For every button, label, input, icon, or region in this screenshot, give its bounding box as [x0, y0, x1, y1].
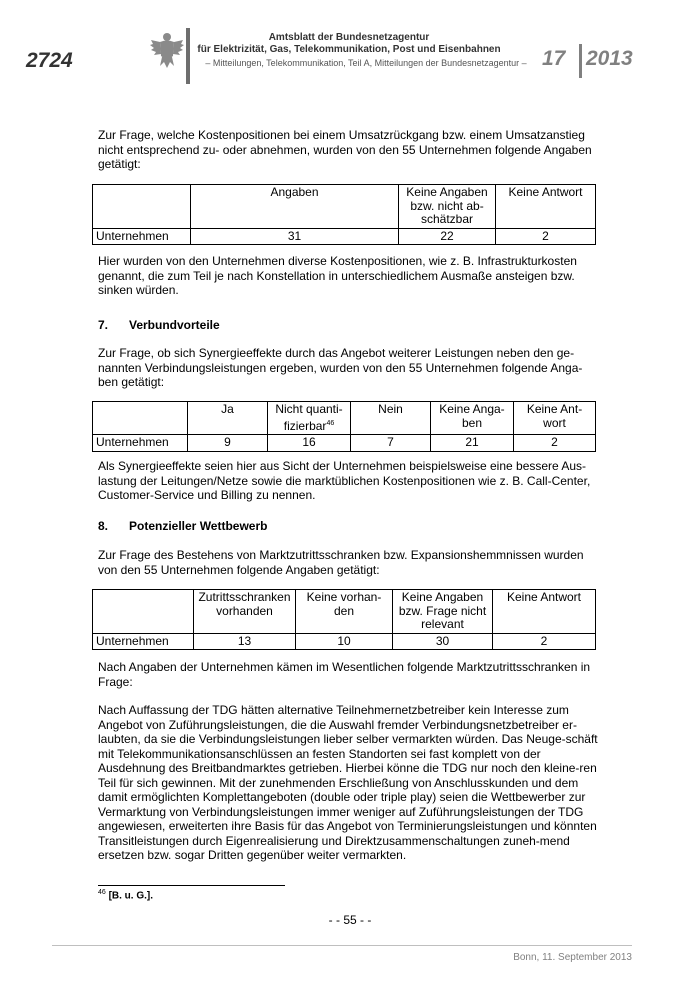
issue-year: 2013 [586, 47, 633, 70]
table-header-cell: Keine Angaben bzw. nicht ab-schätzbar [399, 185, 496, 229]
paragraph-cost-details: Hier wurden von den Unternehmen diverse Kostenpositionen, wie z. B. Infrastrukturkosten genannt, die zum Teil je nach Konstellation in unterschiedlichem Ausmaße ansteigen bzw. sinken würden. [98, 254, 577, 297]
paragraph-synergy-question: Zur Frage, ob sich Synergieeffekte durch das Angebot weiterer Leistungen neben den ge-nannten Verbindungsleistungen ergeben, wurden von den 55 Unternehmen folgende Anga-ben getätigt: [98, 346, 583, 389]
gazette-subtitle: für Elektrizität, Gas, Telekommunikation, Post und Eisenbahnen [197, 44, 501, 55]
table-synergy [92, 401, 596, 452]
footer-divider [52, 945, 632, 946]
footnote-divider [98, 885, 285, 886]
table-cell: Unternehmen [93, 435, 188, 452]
table-barriers [92, 589, 596, 650]
federal-eagle-icon [150, 30, 184, 70]
table-header-row [93, 402, 596, 435]
section-heading-wettbewerb [98, 519, 267, 533]
table-header-cell: Keine vorhan-den [296, 590, 393, 634]
table-cell: Unternehmen [93, 228, 191, 245]
table-header-cell [93, 590, 194, 634]
table-cell: 30 [393, 633, 493, 650]
footer-page-number: - - 55 - - [328, 913, 372, 927]
footnote-ref: 46 [326, 419, 335, 427]
section-heading-verbundvorteile [98, 318, 220, 332]
table-cell: 7 [351, 435, 431, 452]
table-header-cell [93, 402, 188, 435]
paragraph-synergy-examples: Als Synergieeffekte seien hier aus Sicht der Unternehmen beispielsweise eine bessere Aus-lastung der Leitungen/Netze sowie die marktüblichen Kostenpositionen wie z. B. Call-Center, Customer-Service und Billing zu nennen. [98, 459, 591, 502]
table-cell: 2 [514, 435, 596, 452]
section-title: Verbundvorteile [129, 318, 220, 332]
paragraph-barriers-question: Zur Frage des Bestehens von Marktzutrittsschranken bzw. Expansionshemmnissen wurden von den 55 Unternehmen folgende Angaben getätigt: [98, 548, 584, 577]
table-cell: 21 [431, 435, 514, 452]
table-row [93, 633, 596, 650]
table-row [93, 435, 596, 452]
table-header-cell: Angaben [191, 185, 399, 229]
table-header-cell [93, 185, 191, 229]
footnote-marker: 46 [98, 889, 106, 896]
table-cell: 10 [296, 633, 393, 650]
table-header-cell: Nein [351, 402, 431, 435]
footnote-text: [B. u. G.]. [108, 890, 154, 902]
paragraph-barriers-intro: Nach Angaben der Unternehmen kämen im Wesentlichen folgende Marktzutrittsschranken in Frage: [98, 660, 591, 689]
table-header-cell: Keine Anga-ben [431, 402, 514, 435]
section-title: Potenzieller Wettbewerb [129, 519, 268, 533]
issue-number: 17 [542, 47, 566, 70]
table-header-cell: Keine Ant-wort [514, 402, 596, 435]
table-cell: 31 [191, 228, 399, 245]
table-cell: 2 [493, 633, 596, 650]
header-text: Nicht quanti-fizierbar [275, 402, 343, 433]
section-number: 7. [98, 318, 109, 332]
table-header-cell: Keine Angaben bzw. Frage nicht relevant [393, 590, 493, 634]
table-cell: 13 [194, 633, 296, 650]
paragraph-tdg-view: Nach Auffassung der TDG hätten alternative Teilnehmernetzbetreiber kein Interesse zum Angebot von Zuführungsleistungen, die die Auswahl fremder Verbindungsnetzbetreiber er-laubten, da sie die Verbindungsleistungen lieber selber vermarkten würden. Das Neuge-schäft mit Telekommunikationsanschlüssen an festen Standorten sei fast komplett von der Ausdehnung des Breitbandmarktes getrieben. Hierbei könne die TDG nur noch den kleine-ren Teil für sich gewinnen. Mit der zunehmenden Erschließung von Anschlusskunden und dem damit ermöglichten Komplettangeboten (double oder triple play) seien die Wettbewerber zur Vermarktung von Verbindungsleistungen immer weniger auf Zuführungsleistungen der TDG angewiesen, erweiterten ihre Basis für das Angebot von Terminierungsleistungen und könnten Transitleistungen durch Eigenrealisierung und Direktzusammenschaltungen zuneh-mend ersetzen bzw. sogar Dritten gegenüber weiter vermarkten. [98, 703, 598, 862]
table-header-cell: Zutrittsschranken vorhanden [194, 590, 296, 634]
gazette-title: Amtsblatt der Bundesnetzagentur [268, 32, 430, 43]
issue-divider [579, 44, 582, 78]
table-cell: 2 [496, 228, 596, 245]
footnote [98, 889, 153, 901]
gazette-section: – Mitteilungen, Telekommunikation, Teil A, Mitteilungen der Bundesnetzagentur – [205, 58, 527, 68]
table-header-cell: Keine Antwort [493, 590, 596, 634]
paragraph-cost-positions: Zur Frage, welche Kostenpositionen bei einem Umsatzrückgang bzw. einem Umsatzanstieg nicht entsprechend zu- oder abnehmen, wurden von den 55 Unternehmen folgende Angaben getätigt: [98, 128, 592, 171]
table-header-row [93, 185, 596, 229]
table-cell: Unternehmen [93, 633, 194, 650]
table-header-cell: Keine Antwort [496, 185, 596, 229]
section-number: 8. [98, 519, 109, 533]
page-number: 2724 [26, 49, 73, 72]
table-header-cell [268, 402, 351, 435]
table-cost-positions [92, 184, 596, 245]
table-header-cell: Ja [188, 402, 268, 435]
table-cell: 22 [399, 228, 496, 245]
table-header-row [93, 590, 596, 634]
header-divider [186, 28, 190, 84]
footer-date: Bonn, 11. September 2013 [513, 952, 632, 963]
table-row [93, 228, 596, 245]
table-cell: 16 [268, 435, 351, 452]
table-cell: 9 [188, 435, 268, 452]
